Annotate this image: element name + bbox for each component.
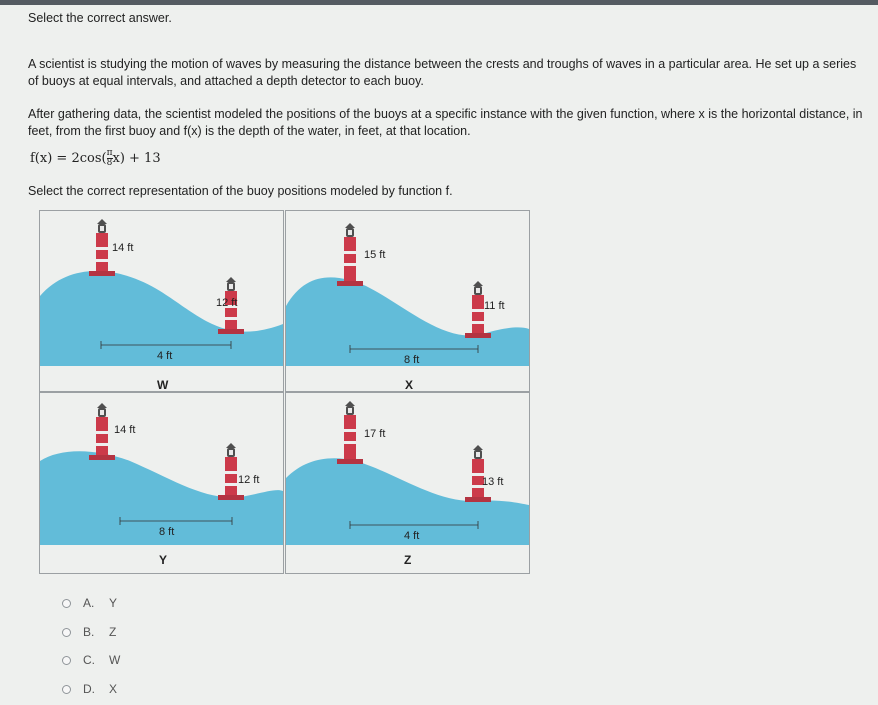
answer-figure-grid — [39, 210, 530, 574]
figure-z — [285, 392, 530, 574]
label-distance: 4 ft — [404, 530, 420, 542]
label-distance: 4 ft — [157, 350, 173, 362]
radio-button[interactable] — [62, 656, 71, 665]
label-distance: 8 ft — [159, 526, 175, 538]
buoy-high — [89, 403, 115, 460]
radio-button[interactable] — [62, 628, 71, 637]
label-high-depth: 15 ft — [364, 249, 386, 261]
choice-d[interactable] — [62, 681, 222, 697]
choice-text: Z — [109, 625, 117, 639]
choice-b[interactable] — [62, 624, 222, 640]
function-formula — [30, 149, 161, 168]
label-low-depth: 12 ft — [216, 297, 238, 309]
label-high-depth: 14 ft — [114, 424, 136, 436]
choice-c[interactable] — [62, 652, 222, 668]
instruction-text: Select the correct answer. — [28, 11, 172, 25]
choice-text: X — [109, 682, 118, 696]
question-paragraph-2: After gathering data, the scientist modeled the positions of the buoys at a specific instance with the given function, where x is the horizontal distance, in feet, from the first buoy and f(x) is the depth of the water, in feet, at that location. — [28, 107, 863, 138]
choice-letter: A. — [83, 596, 95, 610]
figure-letter: Z — [404, 553, 412, 567]
label-high-depth: 17 ft — [364, 428, 386, 440]
choice-letter: B. — [83, 625, 95, 639]
radio-button[interactable] — [62, 599, 71, 608]
water-wave — [286, 277, 529, 366]
buoy-low — [218, 443, 244, 500]
function-rhs: x) + 13 — [112, 151, 161, 166]
choice-a[interactable] — [62, 595, 222, 611]
buoy-low — [465, 445, 491, 502]
window-top-bar — [0, 0, 878, 5]
figure-letter: X — [405, 378, 414, 391]
fraction-denominator: 8 — [106, 158, 113, 168]
radio-button[interactable] — [62, 685, 71, 694]
question-prompt: Select the correct representation of the buoy positions modeled by function f. — [28, 184, 453, 198]
label-low-depth: 11 ft — [484, 300, 505, 312]
label-distance: 8 ft — [404, 354, 420, 366]
buoy-high — [337, 401, 363, 464]
function-lhs: f(x) = 2cos( — [30, 151, 107, 166]
choice-text: Y — [109, 596, 118, 610]
label-high-depth: 14 ft — [112, 242, 134, 254]
figure-w — [39, 210, 284, 392]
figure-letter: Y — [159, 553, 168, 567]
label-low-depth: 13 ft — [482, 476, 504, 488]
fraction-numerator: π — [106, 148, 113, 158]
choice-text: W — [109, 653, 121, 667]
choice-letter: C. — [83, 653, 95, 667]
choice-letter: D. — [83, 682, 95, 696]
figure-y — [39, 392, 284, 574]
figure-x — [285, 210, 530, 392]
buoy-high — [337, 223, 363, 286]
question-paragraph-1: A scientist is studying the motion of waves by measuring the distance between the crests and troughs of waves in a particular area. He set up a series of buoys at equal intervals, and attached a depth detector to each buoy. — [28, 57, 857, 88]
label-low-depth: 12 ft — [238, 474, 260, 486]
figure-letter: W — [157, 378, 169, 391]
